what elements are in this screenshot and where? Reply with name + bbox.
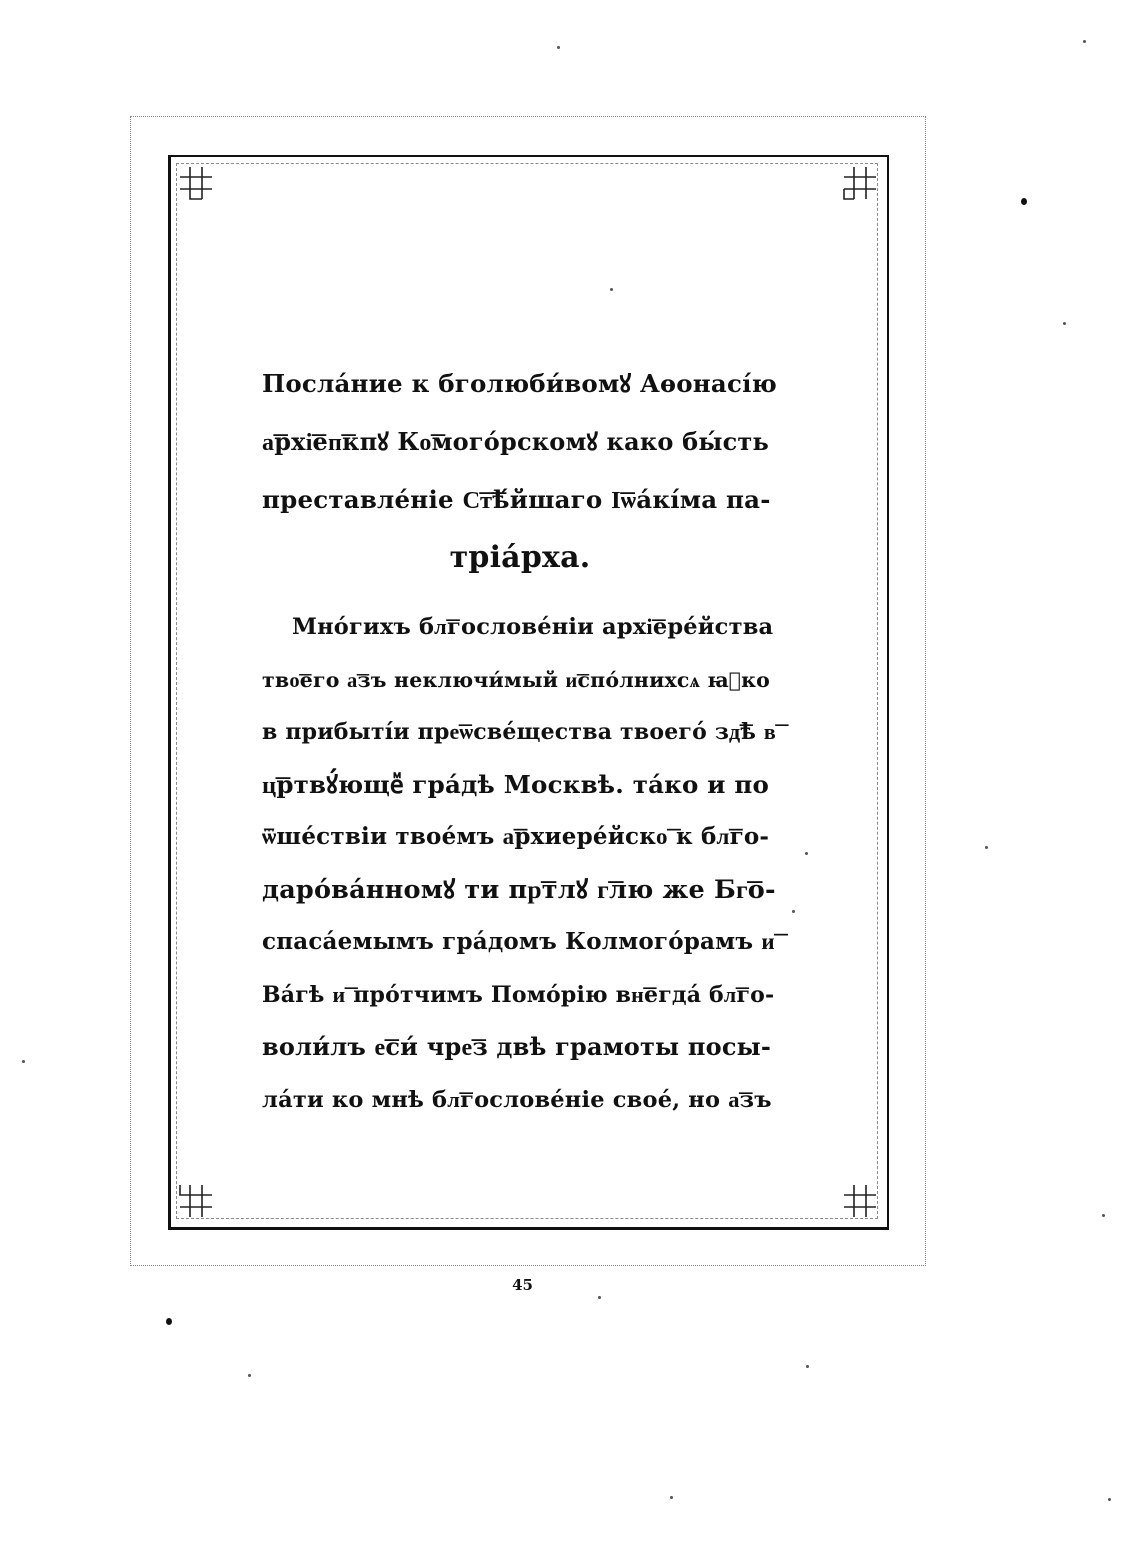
corner-ornament-icon bbox=[842, 165, 878, 201]
corner-ornament-icon bbox=[178, 1183, 214, 1219]
body-line: спаса́емымъ гра́домъ Колмого́рамъ и͞ bbox=[262, 928, 775, 955]
page-number: 45 bbox=[512, 1276, 533, 1294]
epistle-body bbox=[262, 601, 778, 1126]
title-line: тріа́рха. bbox=[449, 540, 591, 575]
body-line: даро́ва́нномꙋ ти пр͞тлꙋ г͞лю же Бг͞о- bbox=[262, 874, 776, 905]
title-line: преставле́ніе С͞т͞ѣ́йшаго І͞ѡа́кі́ма па- bbox=[262, 485, 771, 514]
scan-speck bbox=[557, 46, 560, 49]
scan-speck bbox=[1102, 1214, 1105, 1217]
scan-speck bbox=[248, 1374, 251, 1377]
page-text bbox=[262, 355, 778, 1126]
body-line: Мно́гихъ бл͞гослове́ніи архі͞ере́йства bbox=[292, 614, 774, 640]
scan-speck bbox=[598, 1296, 601, 1299]
body-line: воли́лъ е͞си́ чре͞з двѣ грамоты посы- bbox=[262, 1032, 772, 1061]
body-line: ла́ти ко мнѣ бл͞гослове́ніе свое́, но а͞зъ bbox=[262, 1086, 772, 1113]
body-line: тво͞его а͞зъ неключи́мый и͞спо́лнихсѧ ꙗ͞ко bbox=[262, 667, 771, 692]
scan-speck bbox=[1083, 40, 1086, 43]
body-line: Ва́гѣ и͞ про́тчимъ Помо́рію вн͞егда́ бл͞го- bbox=[262, 981, 775, 1008]
title-line: Посла́ние к бголюби́вомꙋ Аѳонасі́ю bbox=[262, 369, 777, 398]
body-line: ц͞ртвꙋ́ющеⷨ гра́дѣ Москвѣ. та́ко и по bbox=[262, 769, 770, 799]
corner-ornament-icon bbox=[842, 1183, 878, 1219]
scan-speck bbox=[670, 1496, 673, 1499]
scan-speck bbox=[22, 1060, 25, 1063]
scan-speck bbox=[1108, 1498, 1111, 1501]
body-line: ѿше́ствіи твое́мъ а͞рхиере́йско͞ к бл͞го- bbox=[262, 823, 770, 850]
body-line: в прибытíи пре͞ѡсве́щества твоего́ зд͞ѣ в͞ bbox=[262, 719, 776, 745]
scan-speck bbox=[1021, 198, 1027, 205]
scan-speck bbox=[806, 1365, 809, 1368]
scan-speck bbox=[985, 846, 988, 849]
corner-ornament-icon bbox=[178, 165, 214, 201]
epistle-title bbox=[262, 355, 778, 587]
title-line: а͞рхі͞еп͞кпꙋ Ко͞могóрскомꙋ како бы́сть bbox=[262, 427, 769, 456]
scan-speck bbox=[1063, 322, 1066, 325]
scan-speck bbox=[166, 1318, 172, 1325]
